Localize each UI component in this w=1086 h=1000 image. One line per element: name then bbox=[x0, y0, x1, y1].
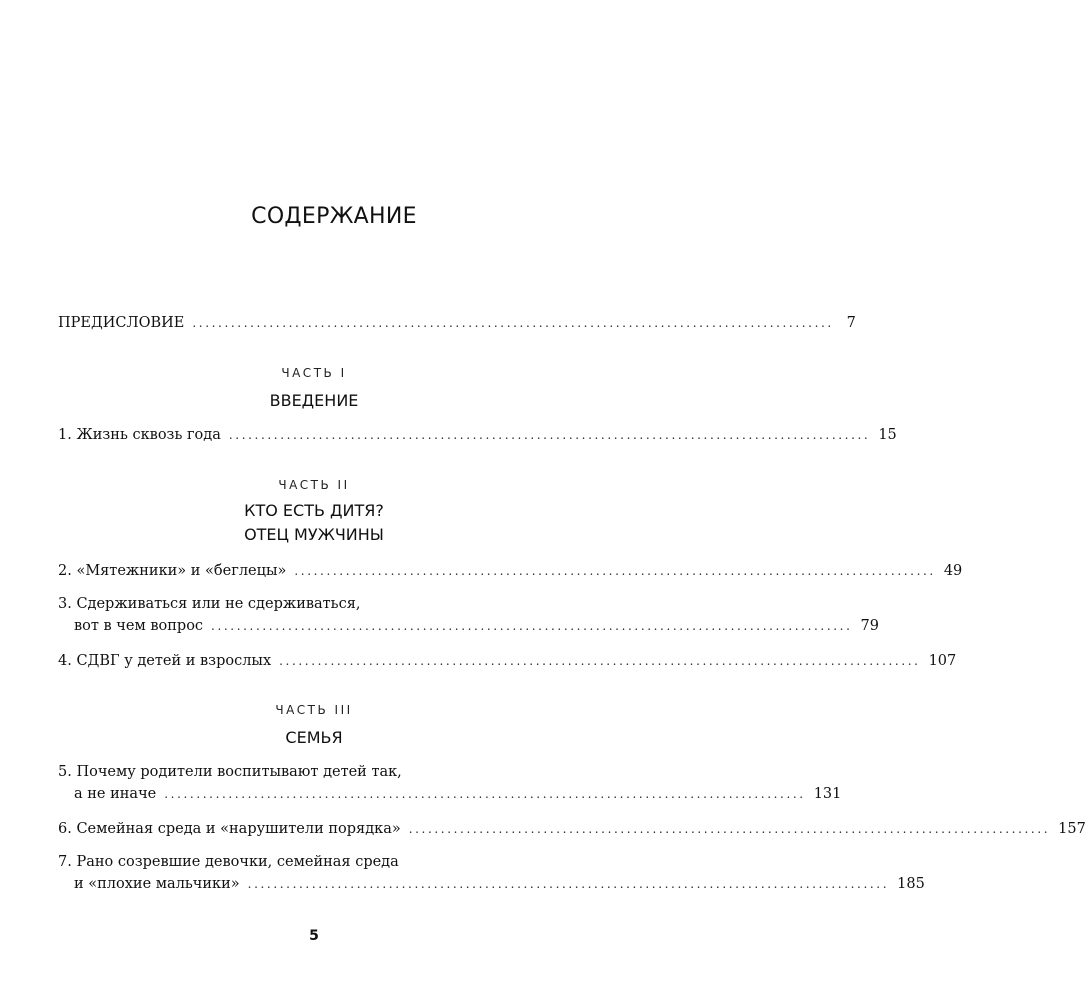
page-title: СОДЕРЖАНИЕ bbox=[251, 204, 417, 229]
entry-title: 3. Сдерживаться или не сдерживаться, bbox=[58, 596, 361, 612]
entry-title: 7. Рано созревшие девочки, семейная среда bbox=[58, 854, 399, 870]
entry-title: 1. Жизнь сквозь года bbox=[58, 427, 221, 443]
part-title: ВВЕДЕНИЕ bbox=[269, 391, 359, 410]
toc-entry[interactable] bbox=[58, 424, 897, 446]
dot-leader: .................................................................................................... bbox=[228, 428, 871, 442]
part-label: ЧАСТЬ I bbox=[281, 366, 347, 380]
toc-entry[interactable] bbox=[58, 818, 1086, 840]
entry-title-continued: а не иначе bbox=[74, 786, 157, 802]
entry-title: 6. Семейная среда и «нарушители порядка» bbox=[58, 821, 401, 837]
part-label: ЧАСТЬ III bbox=[275, 703, 353, 717]
toc-entry[interactable] bbox=[58, 650, 957, 672]
entry-title: 5. Почему родители воспитывают детей так, bbox=[58, 764, 402, 780]
entry-title-continued: и «плохие мальчики» bbox=[74, 876, 240, 892]
part-label: ЧАСТЬ II bbox=[278, 478, 350, 492]
entry-page-number: 7 bbox=[846, 315, 856, 331]
entry-page-number: 157 bbox=[1058, 821, 1086, 837]
entry-title-continued: вот в чем вопрос bbox=[74, 618, 204, 634]
entry-page-number: 15 bbox=[878, 427, 897, 443]
part-title: СЕМЬЯ bbox=[285, 728, 343, 747]
entry-page-number: 79 bbox=[860, 618, 879, 634]
toc-entry[interactable] bbox=[58, 851, 925, 895]
part-title: ОТЕЦ МУЖЧИНЫ bbox=[244, 525, 384, 544]
entry-title: ПРЕДИСЛОВИЕ bbox=[58, 315, 185, 331]
entry-page-number: 49 bbox=[943, 563, 963, 579]
dot-leader: .................................................................................................... bbox=[192, 316, 834, 330]
entry-page-number: 185 bbox=[897, 876, 925, 892]
entry-title: 4. СДВГ у детей и взрослых bbox=[58, 653, 272, 669]
dot-leader: .................................................................................................... bbox=[279, 654, 921, 668]
dot-leader: .................................................................................................... bbox=[211, 619, 853, 633]
toc-entry[interactable] bbox=[58, 593, 879, 637]
page-number: 5 bbox=[309, 928, 319, 944]
toc-entry-preface[interactable] bbox=[58, 312, 856, 334]
entry-title: 2. «Мятежники» и «беглецы» bbox=[58, 563, 287, 579]
dot-leader: .................................................................................................... bbox=[408, 822, 1051, 836]
entry-page-number: 107 bbox=[928, 653, 957, 669]
dot-leader: .................................................................................................... bbox=[247, 877, 890, 891]
entry-page-number: 131 bbox=[813, 786, 842, 802]
part-title: КТО ЕСТЬ ДИТЯ? bbox=[244, 501, 384, 520]
dot-leader: .................................................................................................... bbox=[294, 564, 936, 578]
toc-entry[interactable] bbox=[58, 560, 963, 582]
dot-leader: .................................................................................................... bbox=[164, 787, 806, 801]
toc-entry[interactable] bbox=[58, 761, 842, 805]
